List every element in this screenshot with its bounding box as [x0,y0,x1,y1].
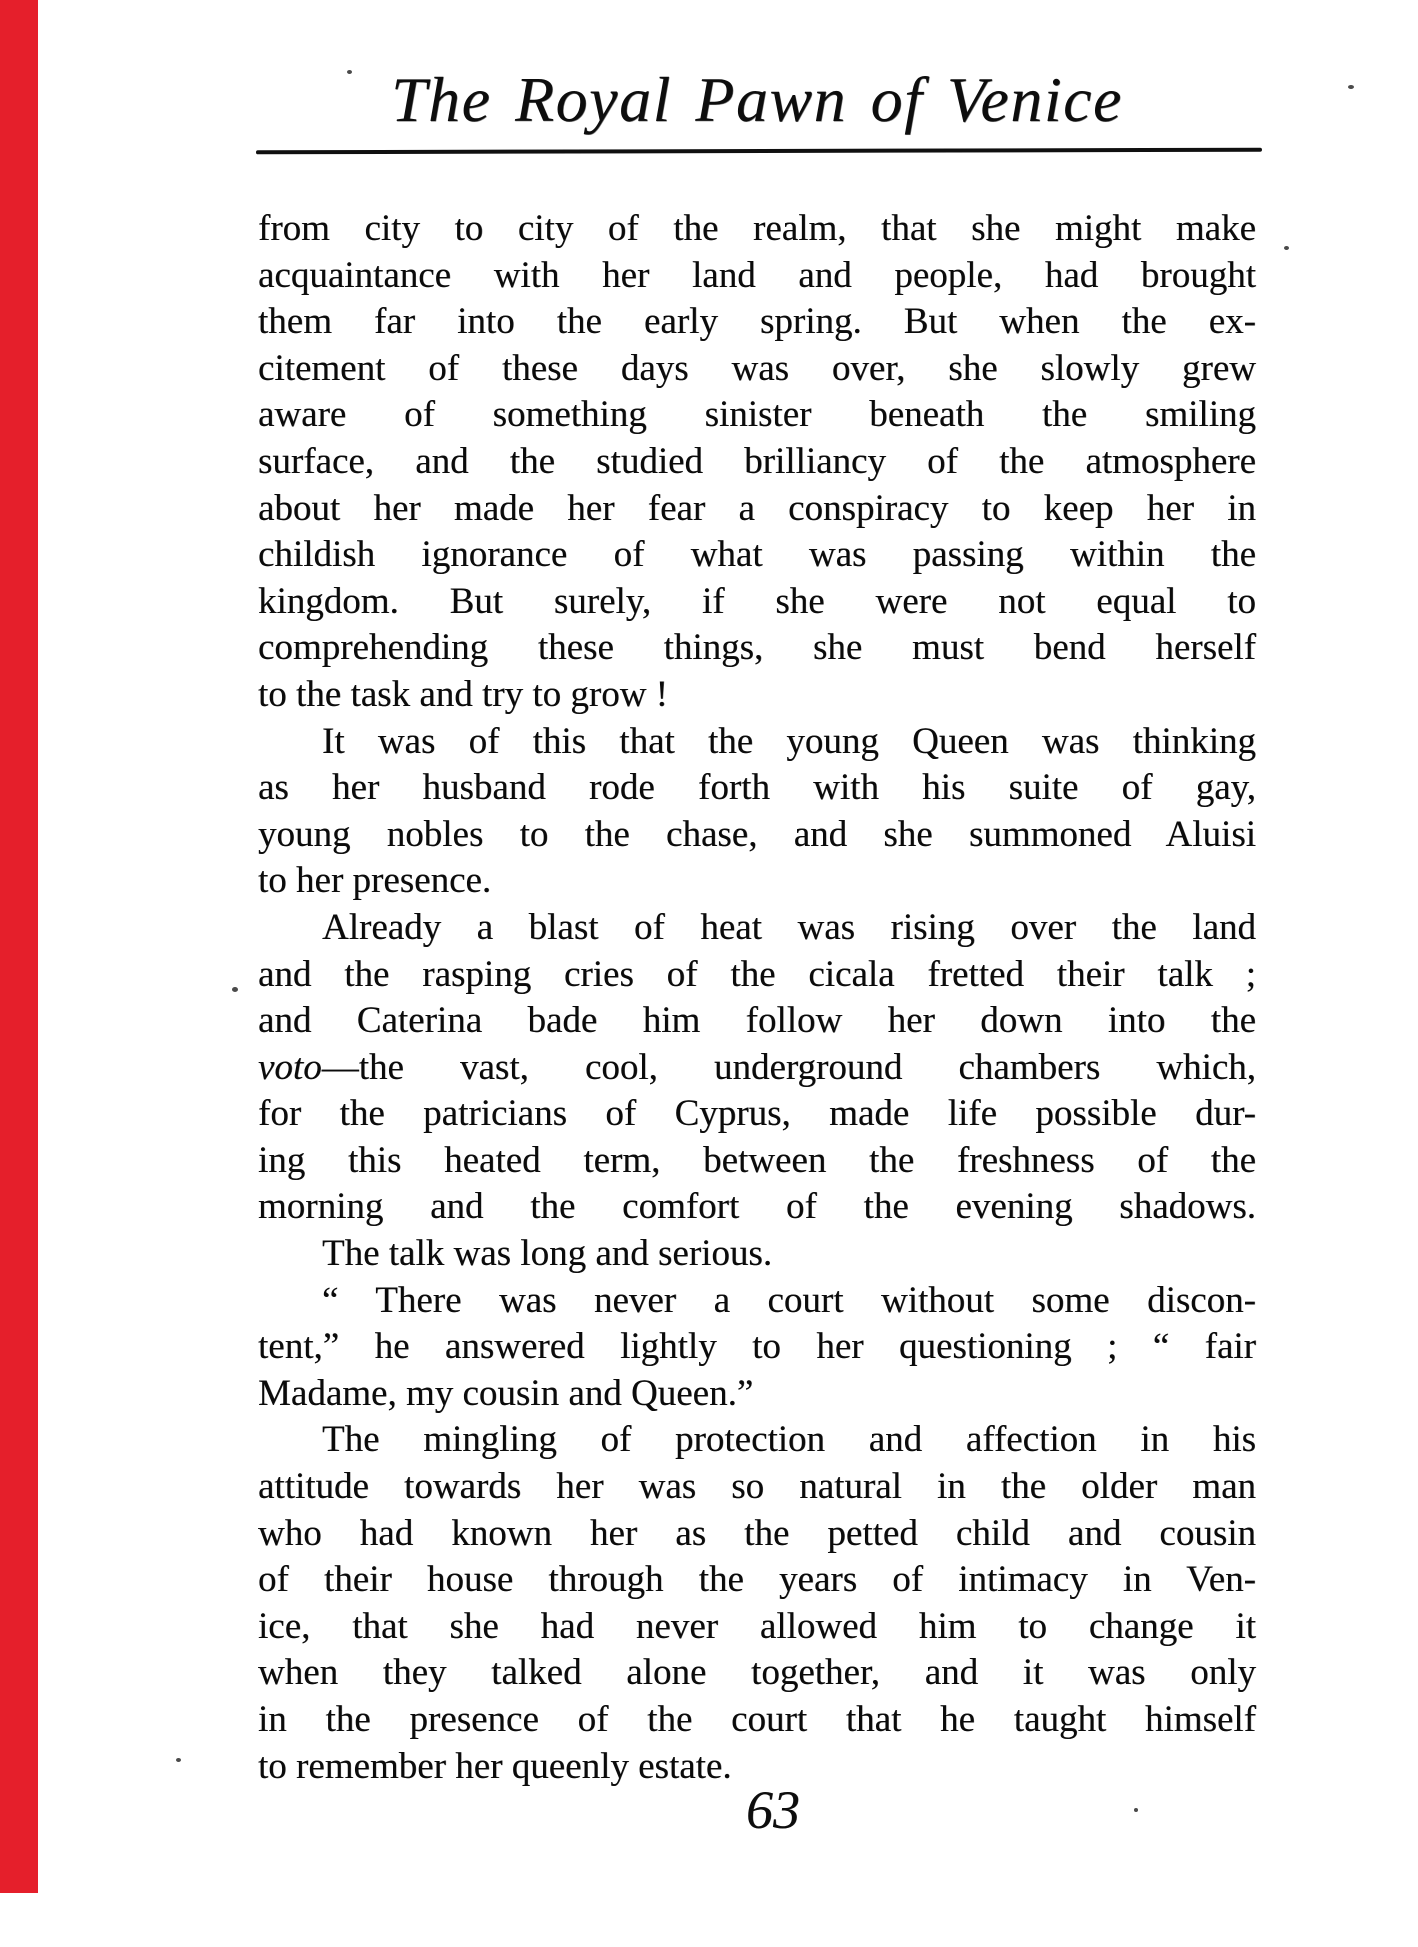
text-line: them far into the early spring. But when the ex- [258,301,1256,343]
text-line: and the rasping cries of the cicala fretted their talk ; [258,953,1256,995]
text-line: about her made her fear a conspiracy to keep her in [258,487,1256,529]
text-line: young nobles to the chase, and she summoned Aluisi [258,813,1256,855]
text-line: “ There was never a court without some discon- [322,1279,1256,1321]
text-line: It was of this that the young Queen was thinking [322,720,1256,762]
text-line: comprehending these things, she must bend herself [258,627,1256,669]
text-line: ing this heated term, between the freshness of the [258,1139,1256,1181]
text-line: as her husband rode forth with his suite of gay, [258,767,1256,809]
text-line: The talk was long and serious. [322,1233,773,1275]
text-line: surface, and the studied brilliancy of the atmosphere [258,440,1256,482]
scan-speck [232,987,238,992]
text-line: acquaintance with her land and people, had brought [258,254,1256,296]
scan-speck [1284,246,1289,250]
header-rule-divider [256,148,1262,155]
text-line: to remember her queenly estate. [258,1745,732,1787]
text-line: to her presence. [258,860,492,902]
text-line: tent,” he answered lightly to her questioning ; “ fair [258,1326,1256,1368]
text-line: aware of something sinister beneath the smiling [258,394,1256,436]
text-line: citement of these days was over, she slowly grew [258,347,1256,389]
italic-term: voto [258,1046,322,1088]
scan-speck [347,70,352,74]
text-line: ice, that she had never allowed him to change it [258,1605,1256,1647]
text-line: voto—the vast, cool, underground chambers which, [258,1046,1256,1088]
text-line: when they talked alone together, and it was only [258,1652,1256,1694]
body-text-column [258,206,1256,1790]
text-line: childish ignorance of what was passing within the [258,534,1256,576]
text-line: Already a blast of heat was rising over the land [322,906,1256,948]
text-line: of their house through the years of intimacy in Ven- [258,1559,1256,1601]
text-line: kingdom. But surely, if she were not equal to [258,580,1256,622]
scan-speck [176,1758,181,1762]
text-line: from city to city of the realm, that she might make [258,208,1256,249]
text-line: for the patricians of Cyprus, made life possible dur- [258,1093,1256,1135]
text-line: morning and the comfort of the evening shadows. [258,1186,1256,1228]
text-line: who had known her as the petted child and cousin [258,1512,1256,1554]
text-line: and Caterina bade him follow her down into the [258,1000,1256,1042]
text-line: The mingling of protection and affection in his [322,1419,1256,1461]
running-header-title: The Royal Pawn of Venice [391,64,1123,135]
scan-speck [1348,85,1354,89]
scan-speck [1134,1808,1138,1812]
text-line: in the presence of the court that he taught himself [258,1699,1256,1740]
red-scan-edge-stripe [0,0,38,1893]
page-number: 63 [746,1780,800,1840]
text-line: Madame, my cousin and Queen.” [258,1372,754,1414]
text-line: attitude towards her was so natural in the older man [258,1466,1256,1508]
text-line: to the task and try to grow ! [258,673,668,715]
